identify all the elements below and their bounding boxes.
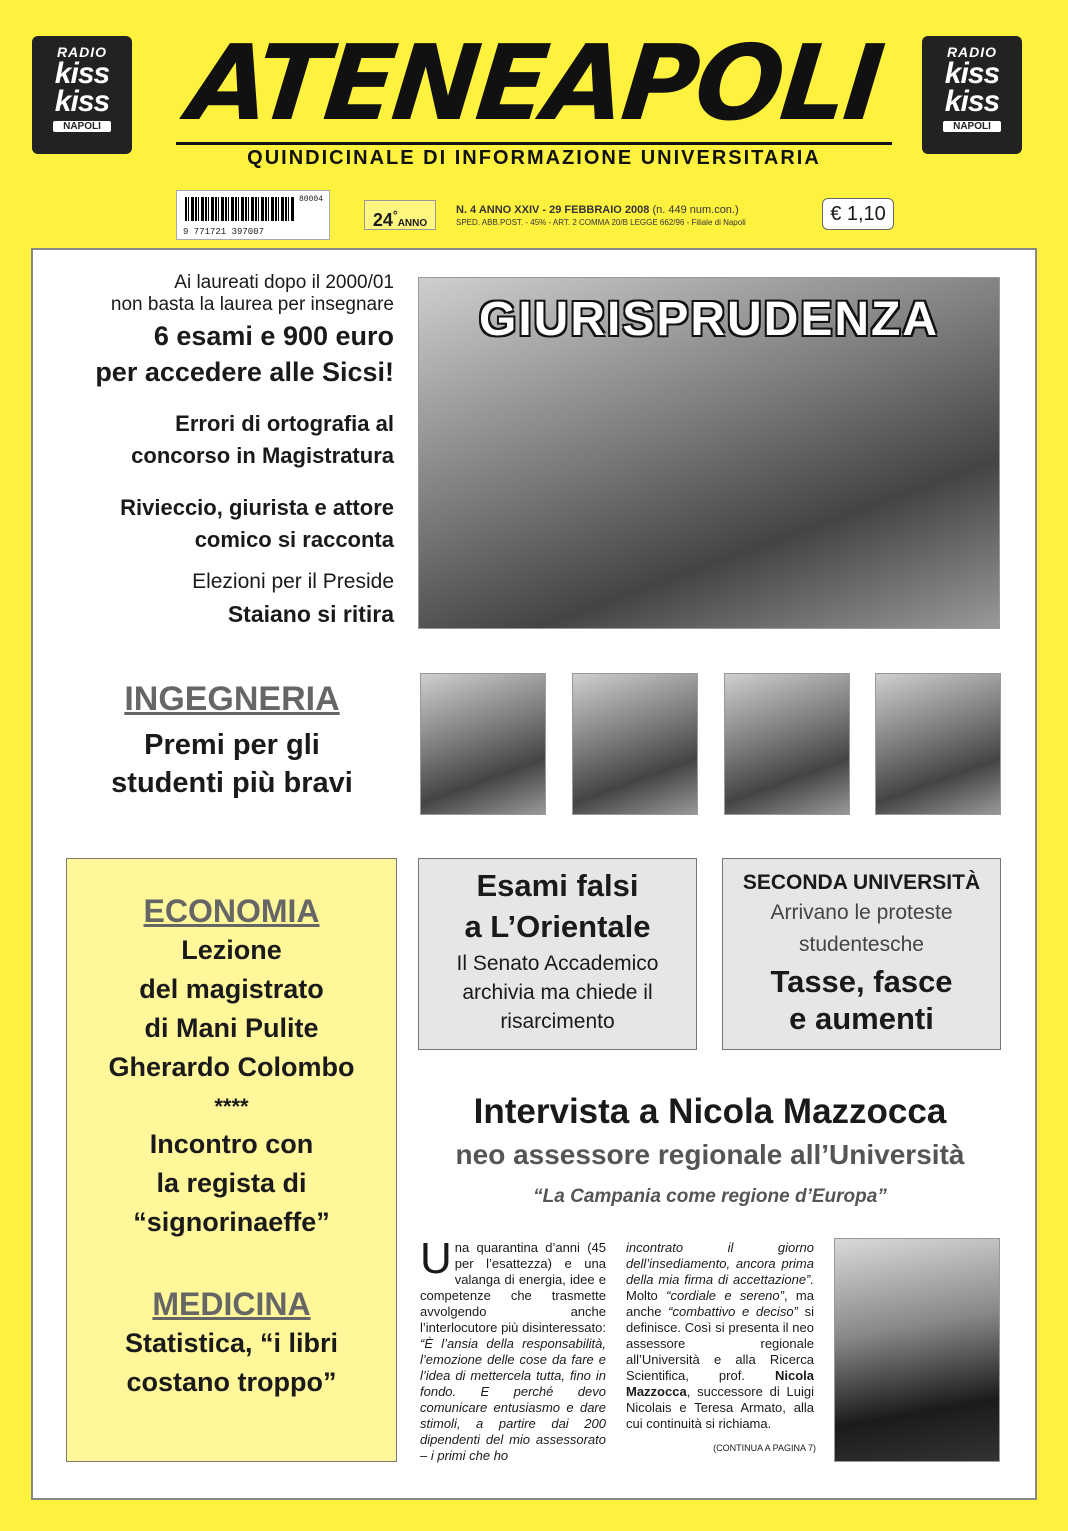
intervista-column-2: incontrato il giorno dell’insediamento, ancora prima della mia firma di accettazione”. Molto “cordiale e sereno”, ma anche “combattivo e deciso” si definisce. Così si presenta il neo assessore regionale all’Università e alla Ricerca Scientifica, prof. Nicola Mazzocca, successore di Luigi Nicolais e Teresa Armato, alla cui continuità si richiama. (626, 1240, 814, 1431)
student-portrait-3 (724, 673, 850, 815)
masthead-title: ATENEAPOLI (183, 22, 887, 144)
student-portrait-2 (572, 673, 698, 815)
magistratura-story: Errori di ortografia al concorso in Magistratura (131, 411, 394, 468)
continua-note: (CONTINUA A PAGINA 7) (713, 1443, 816, 1453)
anno-badge: 24°ANNO (364, 200, 436, 230)
giurisprudenza-title: GIURISPRUDENZA (478, 293, 940, 346)
radio-kiss-kiss-logo-left: RADIO kiss kiss NAPOLI (32, 36, 132, 154)
student-portrait-4 (875, 673, 1001, 815)
seconda-universita-box: SECONDA UNIVERSITÀ Arrivano le proteste studentesche Tasse, fasce e aumenti (722, 858, 1001, 1050)
barcode: 80004 9 771721 397007 (176, 190, 330, 240)
dropcap: U (420, 1234, 452, 1283)
regista-lines: Incontro con la regista di “signorinaeffe” (133, 1129, 330, 1237)
mazzocca-portrait (834, 1238, 1000, 1462)
barcode-bars (185, 197, 295, 221)
economia-medicina-box: ECONOMIA Lezione del magistrato di Mani Pulite Gherardo Colombo **** Incontro con la regista di “signorinaeffe” MEDICINA Statistica, “i libri costano troppo” (66, 858, 397, 1462)
orientale-box: Esami falsi a L’Orientale Il Senato Accademico archivia ma chiede il risarcimento (418, 858, 697, 1050)
ingegneria-story: INGEGNERIA Premi per gli studenti più bravi (111, 680, 353, 799)
tagline: QUINDICINALE DI INFORMAZIONE UNIVERSITARIA (176, 142, 892, 170)
intervista-headline: Intervista a Nicola Mazzocca neo assessore regionale all’Università “La Campania come regione d’Europa” (455, 1092, 965, 1207)
student-portrait-1 (420, 673, 546, 815)
medicina-lines: Statistica, “i libri costano troppo” (124, 1328, 339, 1397)
rivieccio-story: Rivieccio, giurista e attore comico si racconta (120, 495, 394, 552)
economia-lines: Lezione del magistrato di Mani Pulite Gherardo Colombo (108, 935, 355, 1082)
price-badge: € 1,10 (822, 198, 894, 230)
radio-kiss-kiss-logo-right: RADIO kiss kiss NAPOLI (922, 36, 1022, 154)
giurisprudenza-photo (418, 277, 1000, 629)
preside-story: Elezioni per il Preside Staiano si ritira (192, 570, 394, 627)
intervista-column-1: U na quarantina d’anni (45 per l’esattezza) e una valanga di energia, idee e competenze che trasmette avvolgendo anche l’interlocutore più disinteressato: “È l’ansia della responsabilità, l’emozione delle cose da fare e l’idea di mettercela tutta, fino in fondo. E perché devo comunicare entusiasmo e dare stimoli, a partire dai 200 dipendenti del mio assessorato – i primi che ho (420, 1234, 606, 1463)
sicsi-story: Ai laureati dopo il 2000/01 non basta la laurea per insegnare 6 esami e 900 euro per accedere alle Sicsi! (95, 272, 394, 387)
issue-info: N. 4 ANNO XXIV - 29 FEBBRAIO 2008 (n. 449 num.con.) SPED. ABB.POST. - 45% - ART. 2 COMMA 20/B LEGGE 662/96 - Filiale di Napoli (456, 204, 746, 227)
